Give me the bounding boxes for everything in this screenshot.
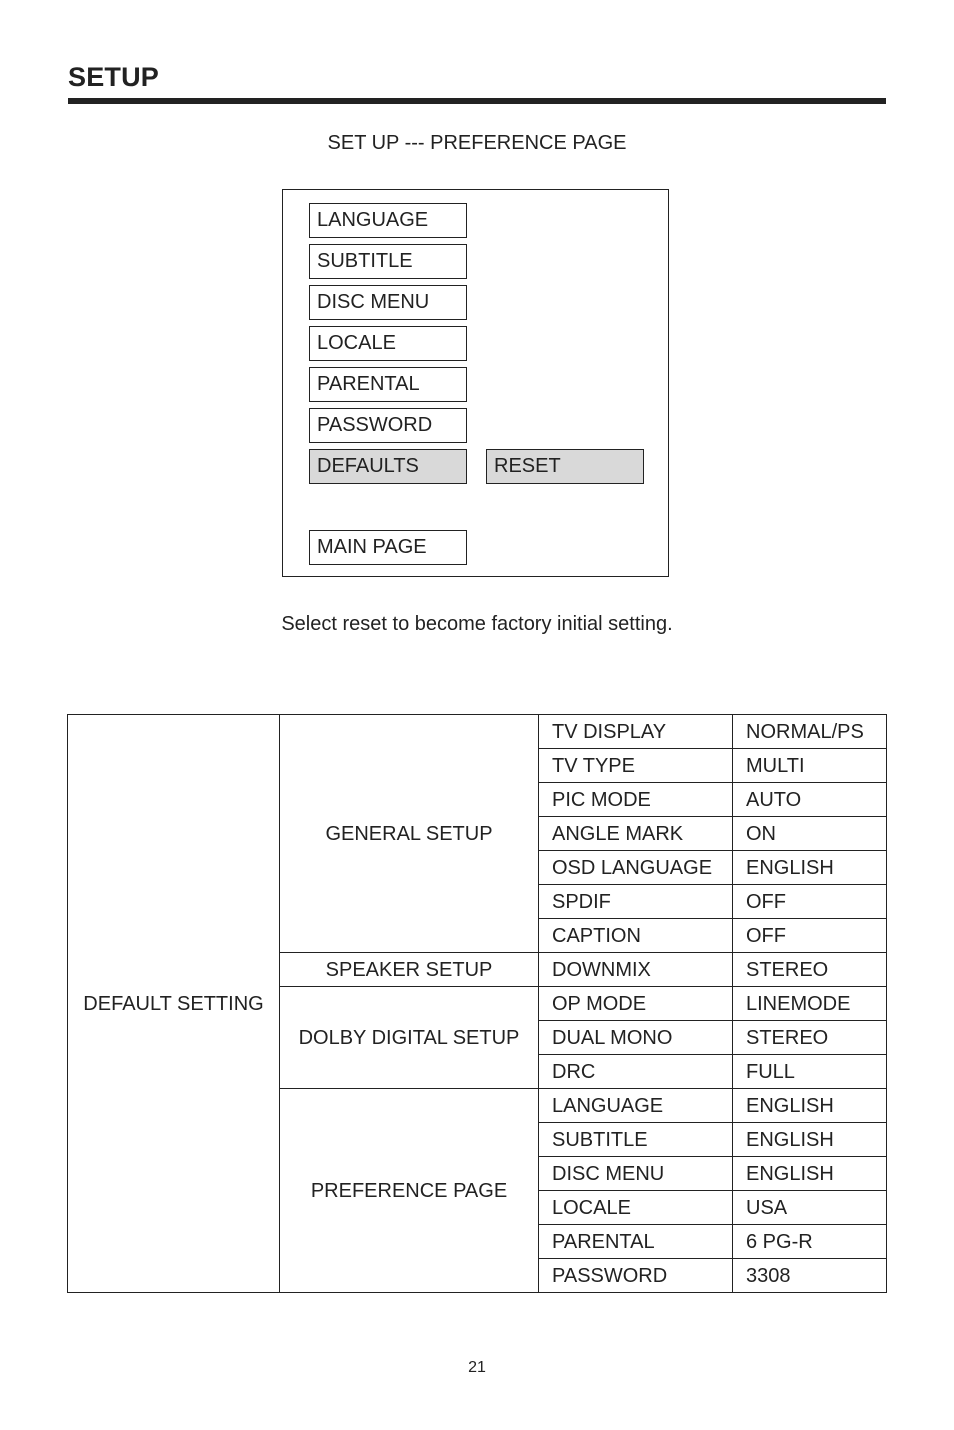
menu-item-language[interactable]: LANGUAGE — [309, 203, 467, 238]
group-speaker-setup: SPEAKER SETUP — [280, 953, 539, 987]
menu-item-subtitle[interactable]: SUBTITLE — [309, 244, 467, 279]
setting-name: DRC — [539, 1055, 733, 1089]
setting-value: ENGLISH — [733, 1123, 887, 1157]
setting-name: DOWNMIX — [539, 953, 733, 987]
setting-name: ANGLE MARK — [539, 817, 733, 851]
setting-name: DUAL MONO — [539, 1021, 733, 1055]
section-rule — [68, 98, 886, 104]
menu-caption: SET UP --- PREFERENCE PAGE — [327, 132, 627, 154]
setting-name: SUBTITLE — [539, 1123, 733, 1157]
setting-name: OP MODE — [539, 987, 733, 1021]
menu-item-parental[interactable]: PARENTAL — [309, 367, 467, 402]
setting-value: OFF — [733, 885, 887, 919]
page-number: 21 — [468, 1359, 486, 1376]
default-settings-table — [67, 714, 887, 1293]
menu-item-disc-menu[interactable]: DISC MENU — [309, 285, 467, 320]
setting-name: PARENTAL — [539, 1225, 733, 1259]
setting-value: ENGLISH — [733, 851, 887, 885]
group-dolby-digital-setup: DOLBY DIGITAL SETUP — [280, 987, 539, 1089]
setting-name: DISC MENU — [539, 1157, 733, 1191]
preference-menu-screen — [282, 189, 669, 577]
setting-name: TV TYPE — [539, 749, 733, 783]
setting-name: LOCALE — [539, 1191, 733, 1225]
group-general-setup: GENERAL SETUP — [280, 715, 539, 953]
setting-value: OFF — [733, 919, 887, 953]
setting-value: ENGLISH — [733, 1089, 887, 1123]
section-title: SETUP — [68, 62, 160, 92]
setting-value: 3308 — [733, 1259, 887, 1293]
setting-value: STEREO — [733, 1021, 887, 1055]
setting-value: STEREO — [733, 953, 887, 987]
reset-instruction: Select reset to become factory initial setting. — [281, 613, 673, 635]
menu-item-locale[interactable]: LOCALE — [309, 326, 467, 361]
setting-value: LINEMODE — [733, 987, 887, 1021]
setting-value: MULTI — [733, 749, 887, 783]
setting-value: AUTO — [733, 783, 887, 817]
menu-item-defaults[interactable]: DEFAULTS — [309, 449, 467, 484]
setting-value: FULL — [733, 1055, 887, 1089]
setting-value: ON — [733, 817, 887, 851]
setting-name: OSD LANGUAGE — [539, 851, 733, 885]
setting-name: PIC MODE — [539, 783, 733, 817]
table-row — [68, 715, 887, 749]
root-cell: DEFAULT SETTING — [68, 715, 280, 1293]
setting-value: 6 PG-R — [733, 1225, 887, 1259]
group-preference-page: PREFERENCE PAGE — [280, 1089, 539, 1293]
menu-item-password[interactable]: PASSWORD — [309, 408, 467, 443]
setting-name: LANGUAGE — [539, 1089, 733, 1123]
setting-name: CAPTION — [539, 919, 733, 953]
setting-name: PASSWORD — [539, 1259, 733, 1293]
menu-item-main-page[interactable]: MAIN PAGE — [309, 530, 467, 565]
setting-name: TV DISPLAY — [539, 715, 733, 749]
setting-value: ENGLISH — [733, 1157, 887, 1191]
setting-value: NORMAL/PS — [733, 715, 887, 749]
setting-name: SPDIF — [539, 885, 733, 919]
reset-option[interactable]: RESET — [486, 449, 644, 484]
setting-value: USA — [733, 1191, 887, 1225]
